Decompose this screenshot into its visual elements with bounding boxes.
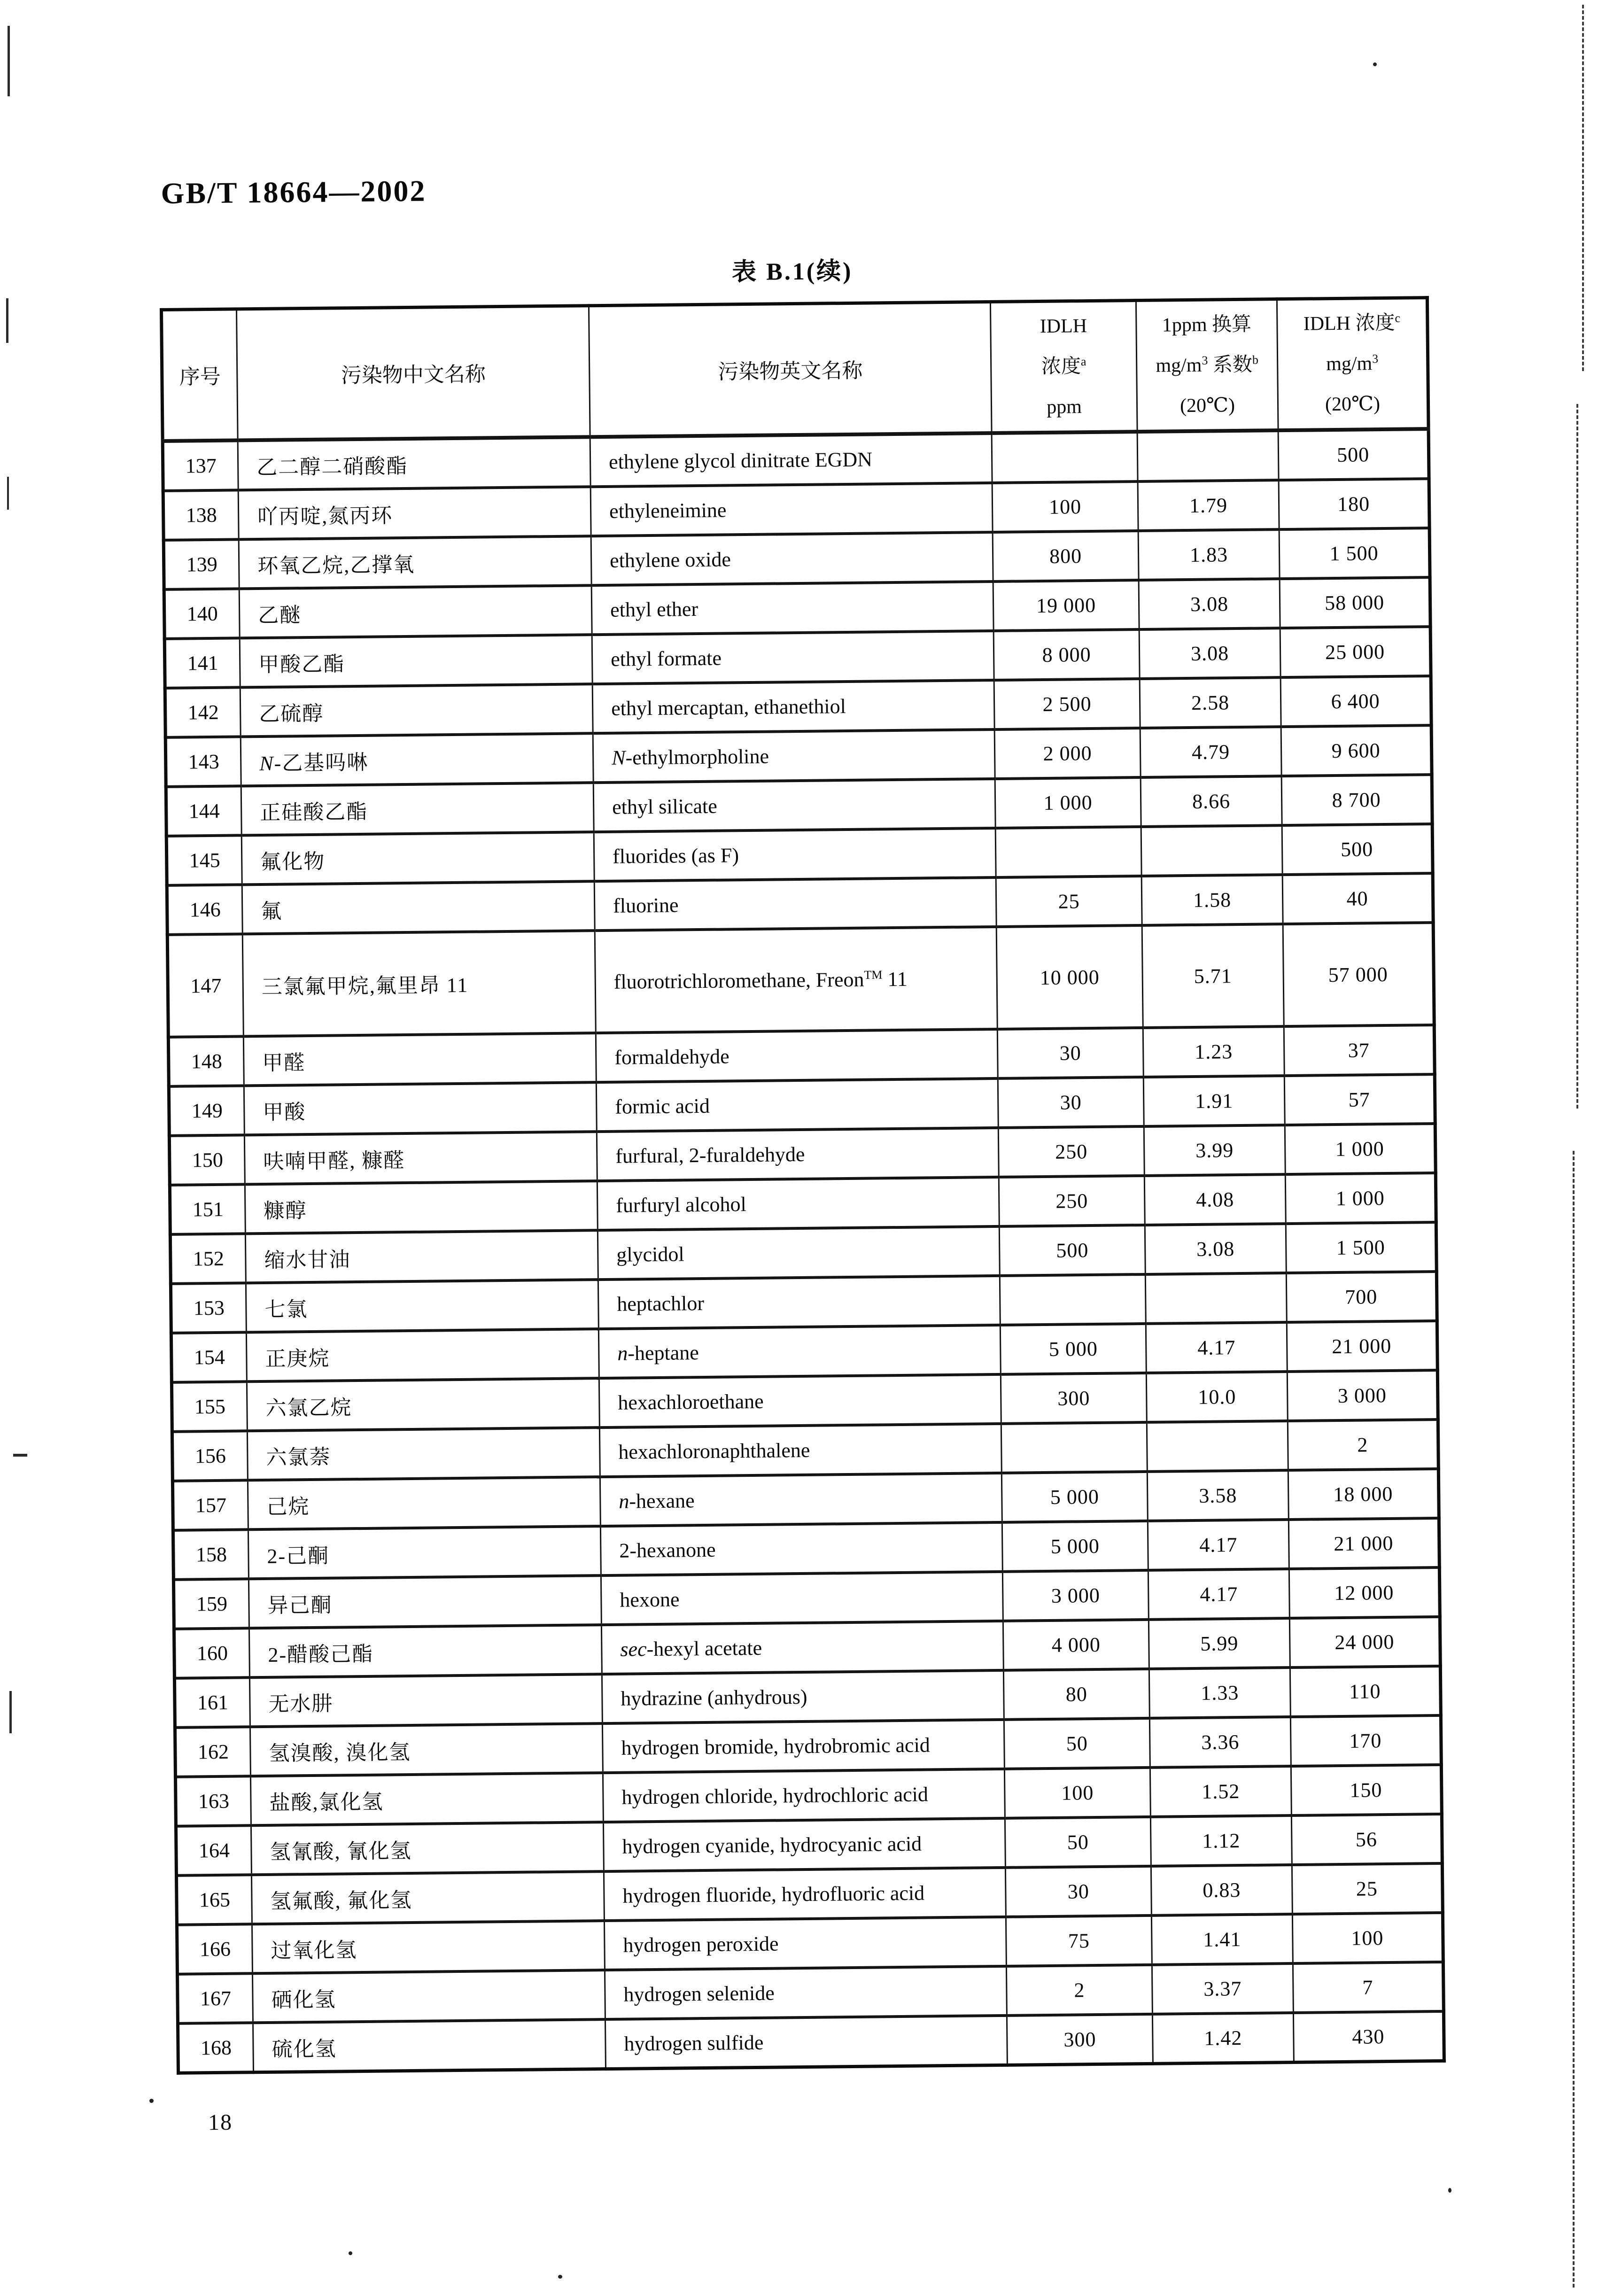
cell-serial-number: 139 [163, 539, 239, 590]
cell-conversion-factor [1141, 825, 1282, 876]
cell-conversion-factor: 1.23 [1143, 1026, 1284, 1077]
cell-serial-number: 158 [173, 1529, 248, 1580]
column-header-conversion-factor: 1ppm 换算 $mg/m^3$ 系数$^b$ (20℃) [1136, 299, 1278, 432]
cell-english-name: hydrogen selenide [605, 1966, 1007, 2019]
cell-conversion-factor: 1.41 [1151, 1914, 1293, 1965]
pollutants-idlh-table [160, 296, 1446, 2075]
cell-idlh-ppm: 4 000 [1003, 1620, 1149, 1670]
cell-idlh-ppm: 5 000 [1002, 1521, 1148, 1572]
scan-dot [1373, 62, 1377, 66]
cell-serial-number: 142 [165, 687, 241, 737]
cell-chinese-name: 硫化氢 [253, 2019, 606, 2072]
cell-english-name: n-heptane [598, 1325, 1001, 1378]
cell-idlh-ppm: 30 [998, 1077, 1144, 1128]
cell-english-name: hydrogen fluoride, hydrofluoric acid [604, 1868, 1006, 1921]
cell-idlh-mg: 37 [1284, 1025, 1435, 1076]
cell-idlh-mg: 1 000 [1285, 1173, 1436, 1224]
cell-conversion-factor: 4.17 [1146, 1322, 1287, 1373]
cell-conversion-factor: 3.99 [1144, 1125, 1285, 1176]
cell-idlh-ppm: 800 [993, 531, 1139, 582]
cell-idlh-ppm: 2 [1006, 1965, 1152, 2016]
scan-mark [7, 477, 9, 510]
cell-idlh-mg: 1 000 [1285, 1124, 1436, 1174]
cell-conversion-factor: 1.79 [1138, 480, 1279, 531]
cell-serial-number: 141 [164, 638, 240, 688]
cell-english-name: sec-hexyl acetate [601, 1621, 1003, 1674]
cell-serial-number: 167 [178, 1973, 253, 2024]
cell-english-name: heptachlor [598, 1276, 1000, 1329]
cell-serial-number: 168 [178, 2023, 254, 2073]
cell-chinese-name: 氟 [242, 881, 595, 934]
cell-conversion-factor: 4.79 [1140, 727, 1281, 777]
cell-idlh-ppm: 300 [1001, 1373, 1147, 1424]
cell-conversion-factor: 4.17 [1148, 1520, 1289, 1570]
table-header [161, 298, 1428, 441]
cell-conversion-factor [1147, 1421, 1288, 1472]
cell-idlh-ppm: 19 000 [993, 580, 1139, 631]
cell-english-name: glycidol [597, 1226, 1000, 1280]
cell-chinese-name: 氢溴酸, 溴化氢 [250, 1723, 603, 1776]
cell-idlh-mg: 1 500 [1286, 1222, 1436, 1273]
cell-idlh-mg: 25 [1292, 1863, 1443, 1914]
cell-idlh-ppm: 5 000 [1000, 1324, 1146, 1374]
table-container [160, 296, 1446, 2075]
cell-serial-number: 150 [169, 1135, 245, 1185]
cell-idlh-mg: 430 [1293, 2011, 1444, 2063]
cell-english-name: 2-hexanone [600, 1522, 1002, 1575]
cell-chinese-name: 氟化物 [241, 832, 594, 884]
cell-chinese-name: 呋喃甲醛, 糠醛 [244, 1132, 597, 1184]
cell-chinese-name: 正庚烷 [246, 1329, 599, 1381]
cell-chinese-name: 盐酸,氯化氢 [250, 1773, 603, 1825]
cell-chinese-name: 乙二醇二硝酸酯 [238, 437, 590, 490]
cell-idlh-ppm [995, 827, 1141, 877]
cell-chinese-name: 甲酸乙酯 [240, 635, 592, 687]
cell-serial-number: 155 [171, 1381, 247, 1432]
cell-chinese-name: 氢氰酸, 氰化氢 [251, 1822, 604, 1875]
cell-idlh-mg: 500 [1282, 824, 1433, 875]
cell-conversion-factor: 1.52 [1150, 1766, 1291, 1817]
table-row [167, 923, 1434, 1037]
cell-english-name: hydrogen sulfide [605, 2016, 1007, 2069]
cell-conversion-factor: 1.91 [1143, 1076, 1285, 1126]
cell-idlh-mg: 7 [1293, 1962, 1443, 2013]
cell-serial-number: 159 [173, 1579, 249, 1629]
cell-idlh-mg: 21 000 [1287, 1321, 1437, 1372]
cell-idlh-mg: 170 [1290, 1715, 1441, 1766]
cell-idlh-ppm [1001, 1422, 1147, 1473]
scan-mark [6, 298, 8, 343]
cell-conversion-factor: 8.66 [1141, 776, 1282, 827]
cell-serial-number: 144 [166, 786, 241, 836]
cell-chinese-name: 2-醋酸己酯 [249, 1625, 602, 1677]
cell-idlh-mg: 110 [1290, 1666, 1441, 1717]
cell-chinese-name: 正硅酸乙酯 [241, 783, 594, 835]
cell-english-name: hydrogen chloride, hydrochloric acid [603, 1769, 1005, 1822]
cell-idlh-mg: 8 700 [1281, 775, 1432, 825]
scan-edge-line [1576, 404, 1578, 1109]
cell-english-name: formaldehyde [596, 1029, 998, 1082]
cell-serial-number: 160 [174, 1628, 249, 1678]
cell-english-name: fluorotrichloromethane, Freon™ 11 [595, 927, 997, 1033]
cell-english-name: furfuryl alcohol [597, 1177, 999, 1230]
cell-idlh-ppm: 100 [992, 481, 1138, 532]
cell-chinese-name: 无水肼 [249, 1674, 602, 1727]
cell-conversion-factor: 4.08 [1144, 1174, 1286, 1225]
cell-serial-number: 149 [169, 1086, 244, 1136]
cell-conversion-factor [1137, 430, 1279, 481]
cell-serial-number: 161 [174, 1677, 250, 1728]
cell-english-name: N-ethylmorpholine [593, 729, 995, 783]
cell-chinese-name: 糠醇 [245, 1181, 597, 1233]
cell-chinese-name: 过氧化氢 [252, 1921, 605, 1973]
cell-serial-number: 165 [176, 1875, 252, 1925]
cell-idlh-ppm: 2 500 [994, 679, 1140, 729]
cell-idlh-mg: 25 000 [1280, 627, 1431, 677]
cell-chinese-name: N-乙基吗啉 [241, 733, 593, 786]
cell-idlh-ppm: 250 [999, 1176, 1145, 1226]
cell-serial-number: 163 [175, 1776, 251, 1826]
scan-dot [1448, 2188, 1451, 2193]
cell-english-name: ethyl formate [592, 631, 994, 684]
cell-conversion-factor: 5.71 [1142, 924, 1284, 1028]
cell-idlh-mg: 58 000 [1280, 577, 1430, 628]
cell-idlh-mg: 700 [1286, 1272, 1437, 1322]
cell-idlh-mg: 21 000 [1288, 1518, 1439, 1569]
table-header-row [161, 298, 1428, 441]
cell-idlh-mg: 180 [1279, 479, 1429, 529]
scan-mark [8, 26, 10, 96]
column-header-chinese-name: 污染物中文名称 [236, 306, 590, 441]
cell-conversion-factor: 2.58 [1140, 677, 1281, 728]
cell-english-name: ethyl silicate [593, 779, 995, 832]
scan-edge-line [1573, 1151, 1575, 2288]
cell-idlh-mg: 40 [1282, 873, 1433, 924]
cell-chinese-name: 硒化氢 [253, 1970, 605, 2023]
cell-chinese-name: 吖丙啶,氮丙环 [238, 487, 591, 539]
scan-mark [13, 1454, 27, 1457]
cell-idlh-ppm: 8 000 [993, 629, 1140, 680]
cell-idlh-mg: 3 000 [1287, 1370, 1438, 1421]
cell-conversion-factor: 3.08 [1145, 1224, 1286, 1274]
cell-idlh-ppm: 30 [1005, 1866, 1151, 1917]
cell-idlh-mg: 500 [1278, 429, 1429, 480]
cell-serial-number: 151 [170, 1184, 245, 1234]
cell-english-name: ethyleneimine [590, 483, 993, 536]
column-header-no: 序号 [161, 309, 238, 441]
cell-conversion-factor: 1.33 [1149, 1668, 1290, 1718]
cell-english-name: hydrogen cyanide, hydrocyanic acid [603, 1818, 1005, 1871]
cell-chinese-name: 六氯乙烷 [247, 1378, 599, 1431]
cell-english-name: ethyl ether [591, 582, 993, 635]
cell-english-name: formic acid [596, 1078, 998, 1132]
cell-serial-number: 154 [171, 1332, 247, 1382]
cell-idlh-ppm: 250 [998, 1126, 1144, 1177]
cell-english-name: hydrazine (anhydrous) [602, 1670, 1004, 1723]
cell-chinese-name: 2-己酮 [248, 1526, 601, 1579]
cell-english-name: hexone [601, 1572, 1003, 1625]
cell-serial-number: 148 [168, 1036, 244, 1086]
cell-chinese-name: 甲酸 [244, 1082, 597, 1135]
table-title: 表 B.1(续) [731, 257, 853, 286]
cell-conversion-factor: 5.99 [1148, 1618, 1290, 1669]
cell-idlh-ppm: 25 [996, 876, 1142, 927]
cell-english-name: ethylene oxide [591, 532, 993, 585]
cell-conversion-factor: 3.36 [1149, 1717, 1291, 1768]
cell-idlh-mg: 24 000 [1289, 1617, 1440, 1668]
cell-conversion-factor: 1.12 [1150, 1815, 1292, 1866]
cell-idlh-ppm [992, 432, 1138, 483]
cell-english-name: ethyl mercaptan, ethanethiol [592, 680, 994, 733]
cell-chinese-name: 己烷 [248, 1477, 600, 1529]
scan-dot [558, 2275, 562, 2279]
cell-english-name: hexachloronaphthalene [599, 1424, 1001, 1477]
cell-idlh-ppm: 75 [1006, 1916, 1152, 1966]
cell-english-name: fluorine [594, 877, 996, 931]
cell-idlh-ppm: 100 [1004, 1768, 1150, 1818]
cell-english-name: hydrogen bromide, hydrobromic acid [602, 1720, 1004, 1773]
cell-serial-number: 166 [177, 1924, 253, 1974]
cell-serial-number: 153 [171, 1283, 246, 1333]
cell-conversion-factor: 3.08 [1139, 579, 1280, 629]
cell-chinese-name: 缩水甘油 [245, 1230, 598, 1283]
cell-conversion-factor: 1.42 [1152, 2013, 1294, 2063]
cell-chinese-name: 环氧乙烷,乙撑氧 [239, 536, 591, 589]
cell-serial-number: 156 [172, 1431, 248, 1481]
page-number: 18 [208, 2110, 233, 2135]
cell-conversion-factor: 1.83 [1138, 529, 1280, 580]
cell-english-name: ethylene glycol dinitrate EGDN [590, 433, 992, 487]
cell-idlh-ppm: 50 [1004, 1718, 1150, 1769]
cell-english-name: hydrogen peroxide [604, 1917, 1006, 1970]
cell-conversion-factor: 10.0 [1146, 1372, 1288, 1422]
cell-serial-number: 140 [164, 589, 240, 639]
cell-conversion-factor: 4.17 [1148, 1569, 1289, 1620]
cell-serial-number: 145 [166, 835, 242, 885]
scan-dot [349, 2251, 352, 2255]
column-header-idlh-mg: IDLH 浓度$^c$ $mg/m^3$ (20℃) [1277, 298, 1428, 431]
cell-idlh-mg: 18 000 [1288, 1469, 1439, 1520]
cell-idlh-mg: 100 [1292, 1913, 1443, 1963]
cell-chinese-name: 乙硫醇 [240, 684, 593, 737]
cell-chinese-name: 六氯萘 [247, 1427, 600, 1480]
cell-english-name: n-hexane [600, 1473, 1002, 1526]
cell-serial-number: 152 [170, 1233, 246, 1284]
cell-idlh-ppm: 1 000 [995, 777, 1141, 828]
cell-chinese-name: 异己酮 [248, 1575, 601, 1628]
cell-conversion-factor: 3.37 [1152, 1963, 1293, 2014]
cell-idlh-ppm: 5 000 [1001, 1472, 1148, 1522]
cell-idlh-ppm: 80 [1003, 1669, 1149, 1720]
cell-idlh-mg: 12 000 [1289, 1567, 1440, 1618]
cell-chinese-name: 七氯 [246, 1280, 598, 1332]
cell-idlh-mg: 6 400 [1280, 676, 1431, 727]
cell-idlh-mg: 150 [1291, 1765, 1442, 1815]
cell-idlh-mg: 57 000 [1283, 923, 1434, 1026]
cell-english-name: hexachloroethane [599, 1374, 1001, 1427]
scan-dot [149, 2099, 154, 2103]
cell-idlh-ppm: 3 000 [1002, 1570, 1148, 1621]
cell-idlh-ppm: 10 000 [996, 925, 1143, 1029]
cell-chinese-name: 氢氟酸, 氟化氢 [251, 1871, 604, 1924]
cell-idlh-ppm: 50 [1005, 1817, 1151, 1868]
cell-idlh-ppm: 300 [1007, 2014, 1153, 2065]
cell-serial-number: 157 [172, 1480, 248, 1530]
cell-serial-number: 138 [163, 490, 239, 540]
cell-serial-number: 164 [176, 1825, 251, 1876]
cell-english-name: furfural, 2-furaldehyde [597, 1128, 999, 1181]
scan-mark [9, 1691, 12, 1733]
scan-edge-line [1582, 5, 1584, 371]
table-body [163, 429, 1444, 2073]
cell-idlh-mg: 56 [1291, 1814, 1442, 1865]
cell-idlh-ppm: 30 [997, 1028, 1143, 1078]
cell-conversion-factor: 3.08 [1139, 628, 1280, 679]
cell-chinese-name: 三氯氟甲烷,氟里昂 11 [242, 931, 596, 1036]
cell-idlh-ppm: 2 000 [994, 728, 1141, 779]
cell-serial-number: 143 [165, 737, 241, 787]
cell-conversion-factor: 1.58 [1141, 875, 1283, 925]
cell-serial-number: 146 [167, 884, 242, 935]
cell-serial-number: 137 [163, 440, 238, 491]
cell-idlh-mg: 57 [1284, 1074, 1435, 1125]
column-header-idlh-ppm: IDLH 浓度$^a$ ppm [990, 301, 1137, 433]
standard-code-header: GB/T 18664—2002 [161, 174, 427, 210]
cell-idlh-ppm: 500 [999, 1225, 1145, 1276]
cell-conversion-factor: 3.58 [1147, 1470, 1288, 1521]
cell-serial-number: 162 [175, 1727, 250, 1777]
cell-idlh-mg: 2 [1288, 1419, 1438, 1470]
cell-chinese-name: 乙醚 [239, 585, 592, 638]
cell-idlh-ppm [1000, 1274, 1146, 1325]
cell-chinese-name: 甲醛 [243, 1033, 596, 1086]
cell-english-name: fluorides (as F) [594, 828, 996, 881]
cell-idlh-mg: 1 500 [1279, 528, 1430, 579]
cell-serial-number: 147 [167, 934, 243, 1037]
column-header-english-name: 污染物英文名称 [589, 302, 992, 437]
cell-conversion-factor: 0.83 [1151, 1865, 1292, 1916]
cell-idlh-mg: 9 600 [1281, 725, 1432, 776]
cell-conversion-factor [1145, 1273, 1287, 1324]
